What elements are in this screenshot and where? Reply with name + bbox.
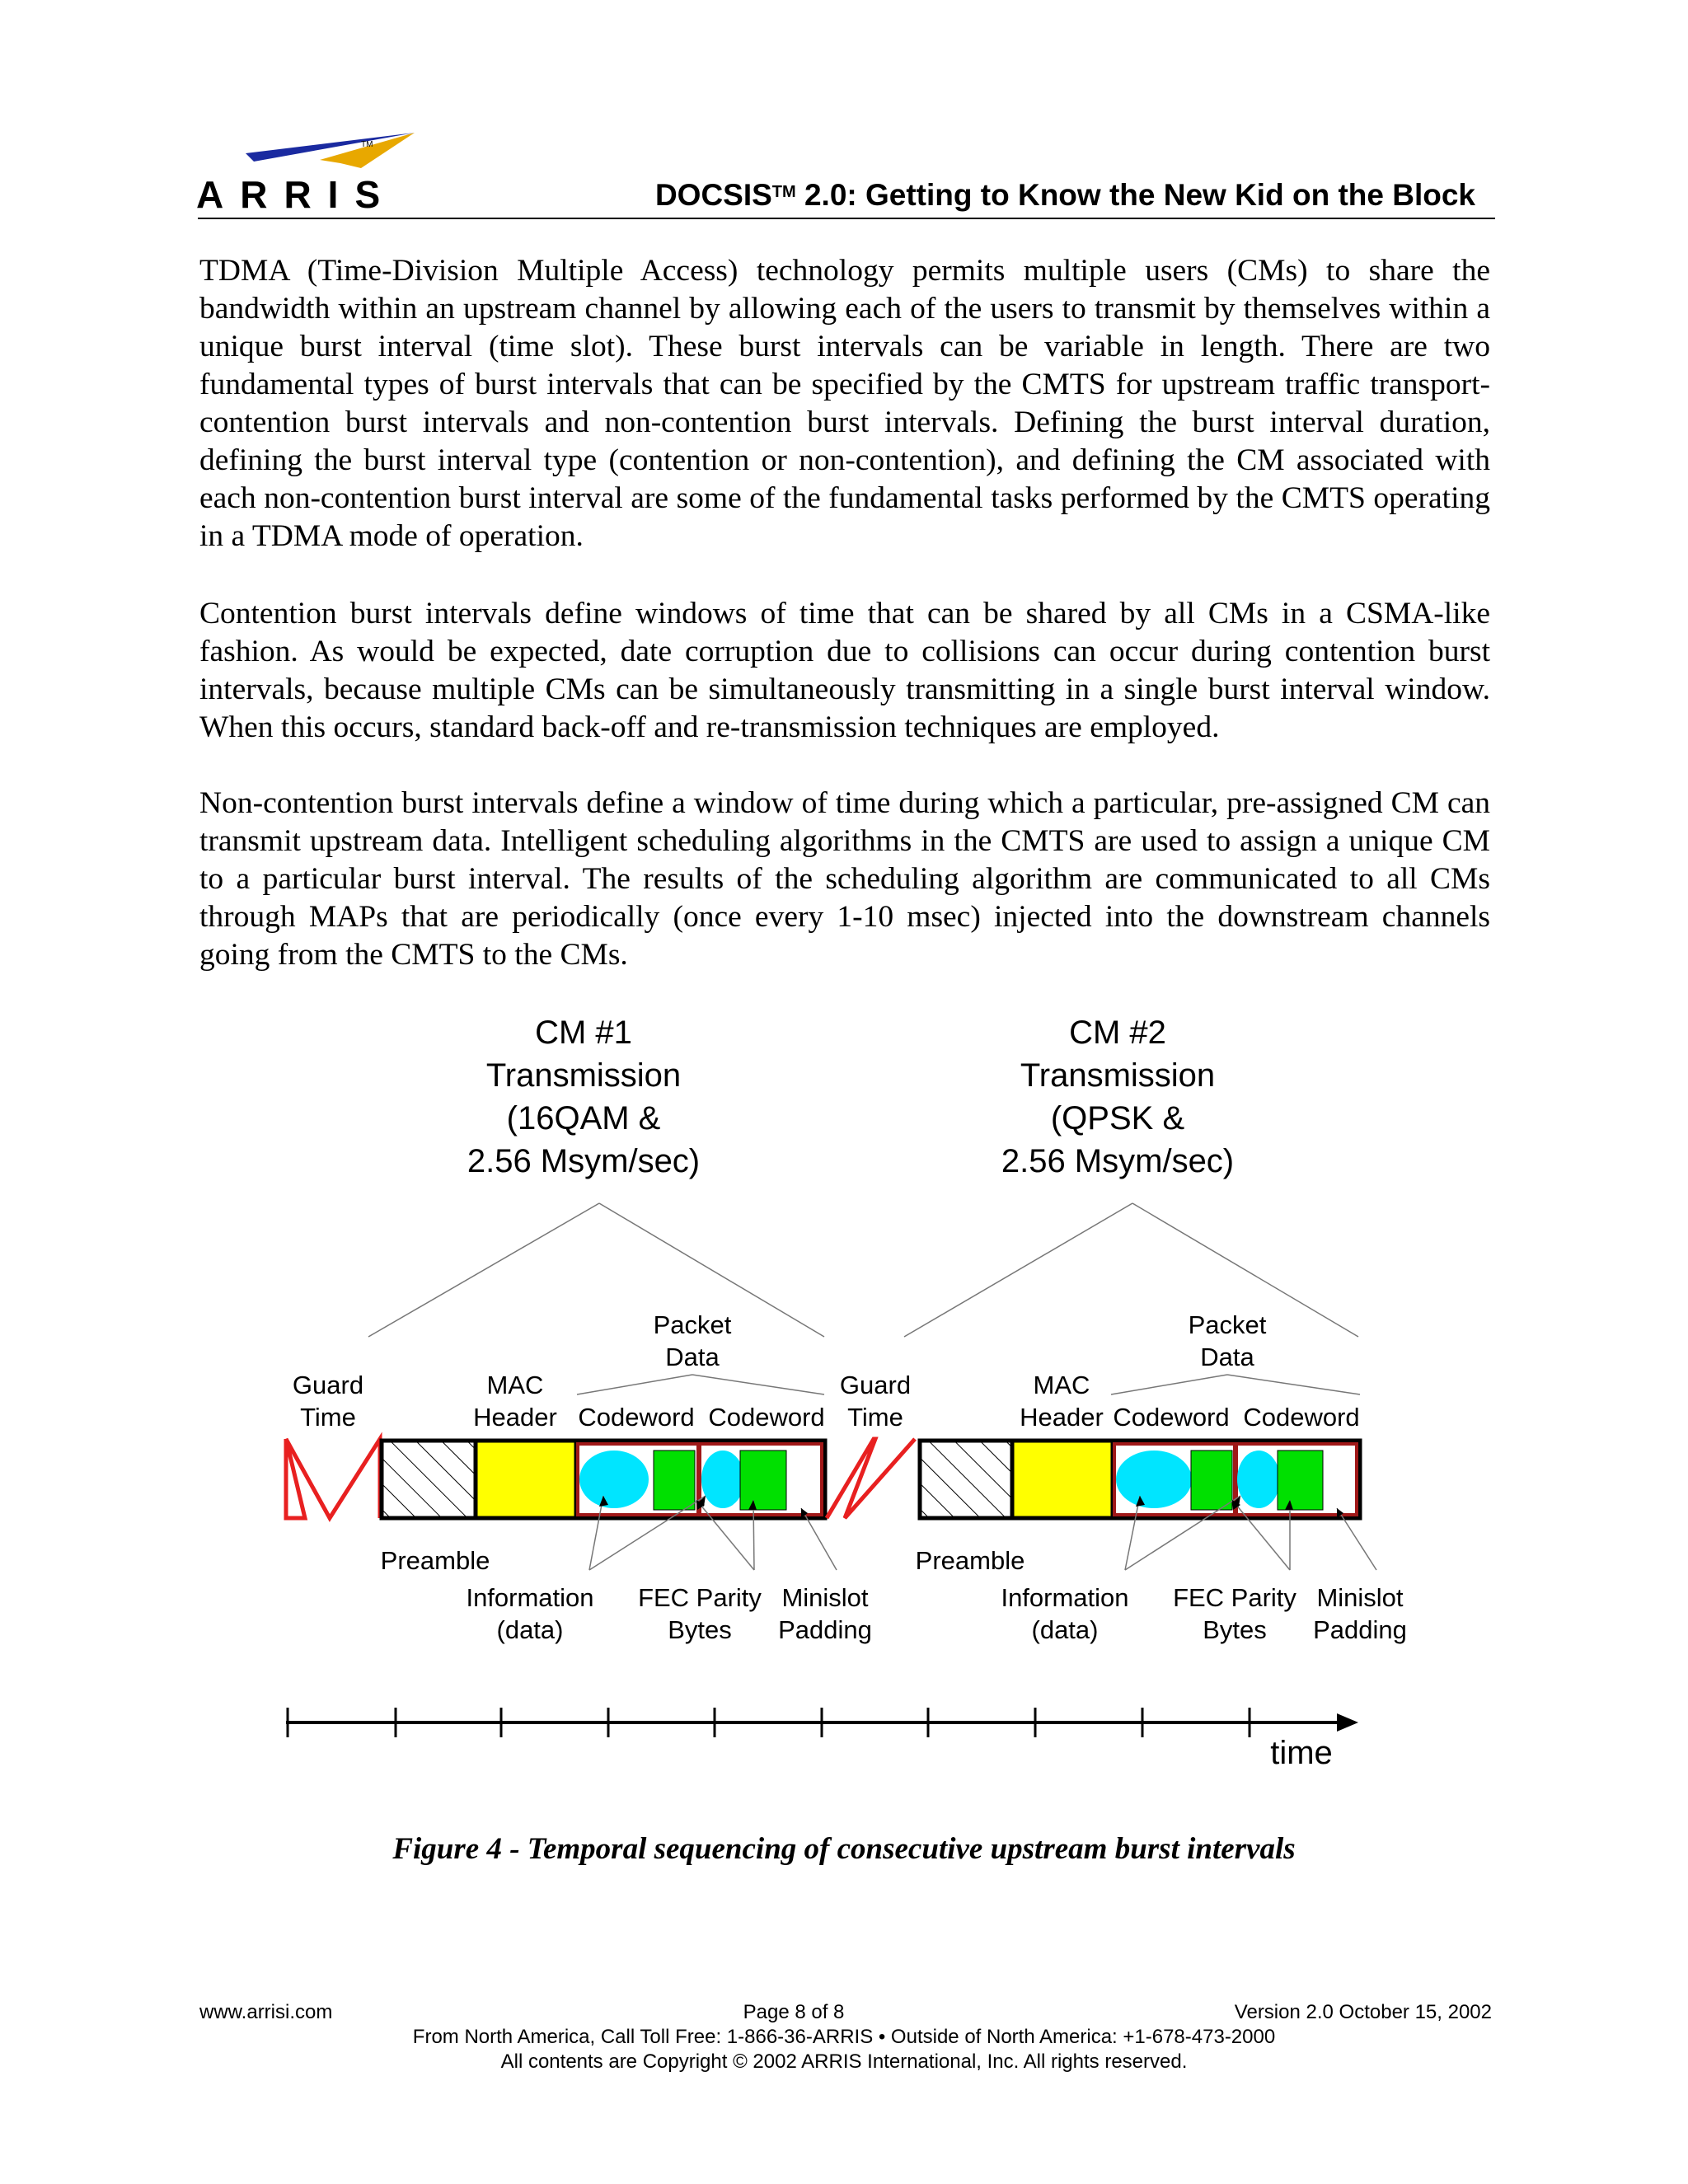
top-labels xyxy=(293,1310,1360,1432)
cm2-title-line: 2.56 Msym/sec) xyxy=(1001,1143,1235,1179)
cm1-title-line: 2.56 Msym/sec) xyxy=(467,1143,701,1179)
mac-header-block xyxy=(1012,1441,1113,1518)
fec-parity-shape xyxy=(1278,1451,1323,1510)
burst-interval-diagram xyxy=(0,989,1688,1813)
preamble-label: Preamble xyxy=(380,1546,490,1575)
information-shape xyxy=(579,1451,649,1508)
mac-header-label: MAC xyxy=(1033,1371,1090,1399)
codeword-label: Codeword xyxy=(1113,1403,1230,1432)
information-label: Information xyxy=(466,1583,594,1612)
information-label: Information xyxy=(1001,1583,1129,1612)
paragraph-non-contention: Non-contention burst intervals define a window of time during which a particular, pre-assigned CM can transmit upstream data. Intelligent scheduling algorithms in the CMTS are used to assign a unique CM to a particular burst interval. The results of the scheduling algorithm are communicated to all CMs through MAPs that are periodically (once every 1-10 msec) injected into the downstream channels going from the CMTS to the CMs. xyxy=(199,786,1490,972)
codeword-label: Codeword xyxy=(578,1403,695,1432)
information-shape xyxy=(1237,1451,1280,1508)
logo-swoosh-gold xyxy=(320,133,415,168)
information-shape xyxy=(701,1451,744,1508)
information-label: (data) xyxy=(496,1615,564,1644)
time-label: time xyxy=(1270,1735,1333,1771)
fec-parity-label: Bytes xyxy=(1203,1615,1267,1644)
fec-parity-shape xyxy=(654,1451,695,1510)
cm2-title xyxy=(1001,1015,1234,1179)
fec-parity-label: Bytes xyxy=(668,1615,732,1644)
burst-cm2 xyxy=(827,1439,1360,1518)
minislot-padding-label: Minislot xyxy=(1316,1583,1404,1612)
cm2-title-line: CM #2 xyxy=(1069,1015,1166,1051)
cm1-bracket-lines xyxy=(368,1203,824,1337)
mac-header-label: MAC xyxy=(486,1371,544,1399)
cm1-title-line: CM #1 xyxy=(535,1015,632,1051)
cm1-title-line: (16QAM & xyxy=(506,1100,661,1137)
packet-data-label: Data xyxy=(665,1343,720,1371)
cm2-bracket-lines xyxy=(904,1203,1358,1337)
header-rule xyxy=(198,218,1495,219)
cm1-title-line: Transmission xyxy=(485,1057,682,1094)
burst-cm1 xyxy=(286,1439,825,1518)
cm2-title-line: (QPSK & xyxy=(1050,1100,1185,1137)
packet-data-label: Packet xyxy=(1188,1310,1267,1339)
document-title xyxy=(577,178,1475,213)
title-tm: TM xyxy=(771,183,796,201)
preamble-block xyxy=(382,1441,476,1518)
footer-url[interactable]: www.arrisi.com xyxy=(199,2001,333,2023)
guard-time-label: Time xyxy=(300,1403,356,1432)
arris-logo xyxy=(196,129,419,214)
fec-parity-label: FEC Parity xyxy=(638,1583,762,1612)
footer-contact: From North America, Call Toll Free: 1-866-36-ARRIS • Outside of North America: +1-678-473-2000 xyxy=(412,2026,1276,2048)
packet-data-lines xyxy=(577,1375,1360,1394)
title-main: DOCSIS xyxy=(654,178,772,212)
footer-version: Version 2.0 October 15, 2002 xyxy=(1234,2001,1492,2023)
codeword-label: Codeword xyxy=(1243,1403,1360,1432)
fec-parity-shape xyxy=(1191,1451,1232,1510)
guard-time-label: Time xyxy=(847,1403,903,1432)
fec-parity-shape xyxy=(740,1451,786,1510)
time-axis xyxy=(286,1708,1358,1771)
guard-time-zigzag xyxy=(827,1439,915,1518)
information-shape xyxy=(1116,1451,1192,1508)
minislot-padding-label: Padding xyxy=(1313,1615,1407,1644)
mac-header-label: Header xyxy=(1020,1403,1104,1432)
guard-time-zigzag xyxy=(286,1439,380,1518)
guard-time-label: Guard xyxy=(839,1371,912,1399)
logo-tm: TM xyxy=(361,140,373,149)
bottom-labels xyxy=(381,1546,1407,1644)
paragraph-tdma: TDMA (Time-Division Multiple Access) technology permits multiple users (CMs) to share the bandwidth within an upstream channel by allowing each of the users to transmit by themselves within a unique burst interval (time slot). These burst intervals can be variable in length. There are two fundamental types of burst intervals that can be specified by the CMTS for upstream traffic transport- contention burst intervals and non-contention burst intervals. Defining the burst interval duration, defining the burst interval type (contention or non-contention), and defining the CM associated with each non-contention burst interval are some of the fundamental tasks performed by the CMTS operating in a TDMA mode of operation. xyxy=(199,254,1490,553)
footer-page-number: Page 8 of 8 xyxy=(743,2001,845,2023)
cm1-title xyxy=(467,1015,700,1179)
footer-copyright: All contents are Copyright © 2002 ARRIS International, Inc. All rights reserved. xyxy=(500,2050,1188,2073)
guard-time-label: Guard xyxy=(292,1371,364,1399)
mac-header-block xyxy=(476,1441,576,1518)
cm2-title-line: Transmission xyxy=(1020,1057,1216,1094)
minislot-padding-label: Minislot xyxy=(781,1583,869,1612)
figure-caption: Figure 4 - Temporal sequencing of consecutive upstream burst intervals xyxy=(392,1832,1296,1866)
title-rest: 2.0: Getting to Know the New Kid on the Block xyxy=(795,178,1475,212)
preamble-block xyxy=(920,1441,1012,1518)
packet-data-label: Packet xyxy=(653,1310,732,1339)
packet-data-label: Data xyxy=(1200,1343,1254,1371)
information-label: (data) xyxy=(1031,1615,1099,1644)
preamble-label: Preamble xyxy=(915,1546,1025,1575)
minislot-padding-label: Padding xyxy=(778,1615,872,1644)
time-axis-arrowhead xyxy=(1337,1713,1358,1732)
logo-text: ARRIS xyxy=(196,173,397,214)
fec-parity-label: FEC Parity xyxy=(1173,1583,1296,1612)
mac-header-label: Header xyxy=(473,1403,557,1432)
codeword-label: Codeword xyxy=(708,1403,825,1432)
paragraph-contention: Contention burst intervals define windows of time that can be shared by all CMs in a CSMA-like fashion. As would be expected, date corruption due to collisions can occur during contention burst intervals, because multiple CMs can be simultaneously transmitting in a single burst interval window. When this occurs, standard back-off and re-transmission techniques are employed. xyxy=(199,597,1490,744)
